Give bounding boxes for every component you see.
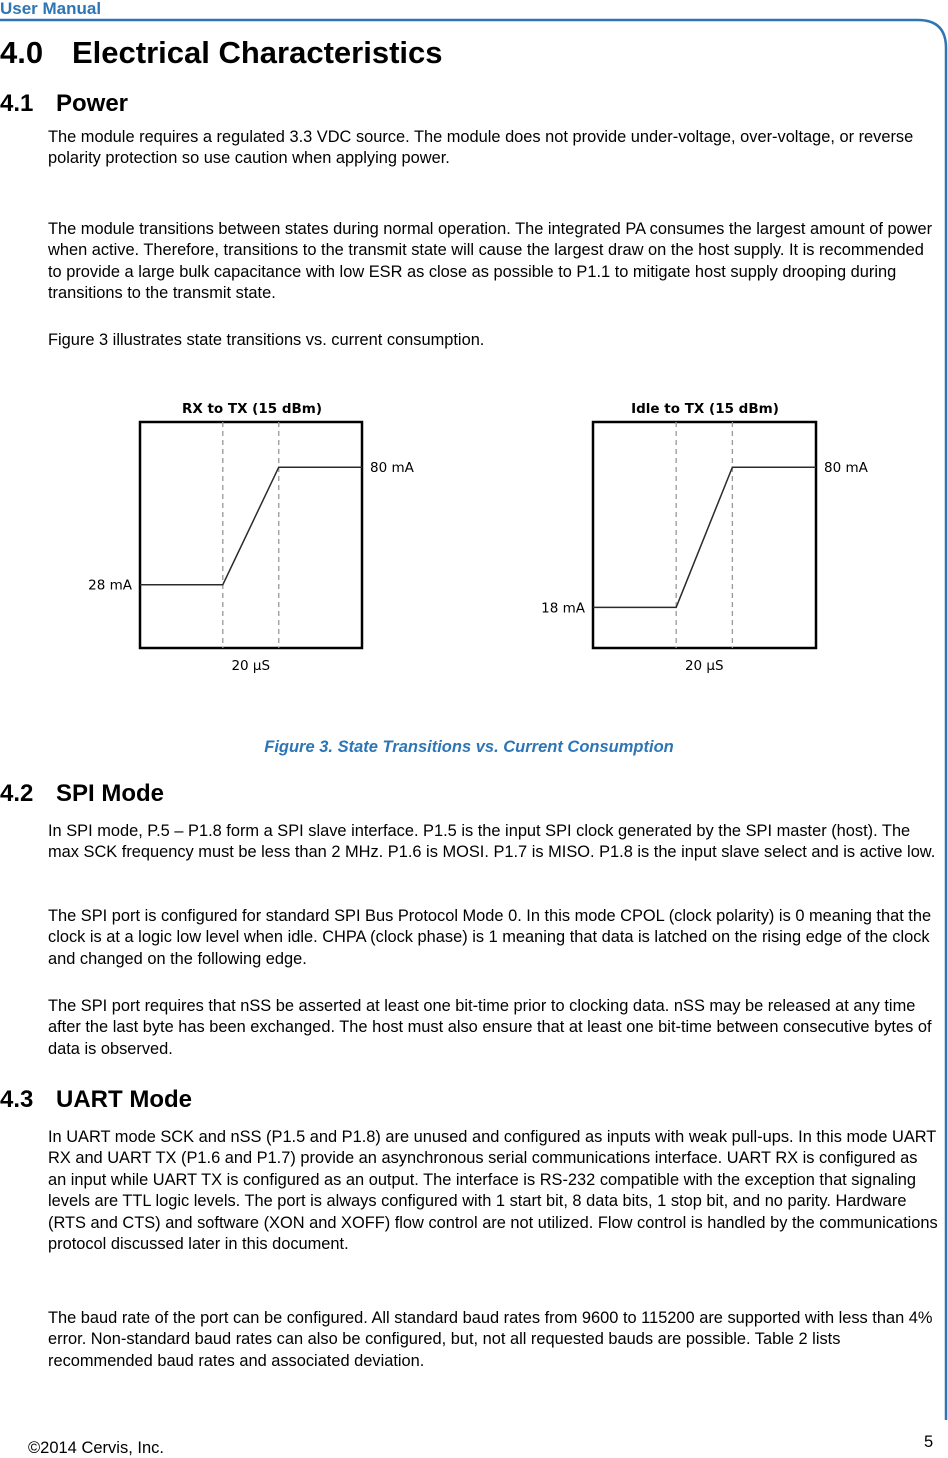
high-current-label: 80 mA [824, 460, 868, 477]
current-series-line [140, 467, 362, 585]
section-title: Electrical Characteristics [72, 35, 443, 70]
page-number: 5 [924, 1433, 934, 1451]
footer-copyright: ©2014 Cervis, Inc. [28, 1439, 164, 1457]
uart-heading [0, 1086, 192, 1114]
power-paragraph-1: The module requires a regulated 3.3 VDC source. The module does not provide under-voltage, over-voltage, or reverse polarity protection so use caution when applying power. [48, 128, 914, 168]
current-series-line [593, 467, 816, 607]
spi-paragraph-3: The SPI port requires that nSS be asserted at least one bit-time prior to clocking data. nSS may be released at any time after the last byte has been exchanged. The host must also ensure that at least one bit-time between consecutive bytes of data is observed. [48, 997, 932, 1058]
chart-frame [140, 422, 362, 648]
chart-title: Idle to TX (15 dBm) [631, 401, 779, 417]
chart-title: RX to TX (15 dBm) [181, 401, 323, 417]
power-heading [0, 90, 128, 118]
figure-3 [0, 390, 948, 720]
spi-paragraph-1: In SPI mode, P.5 – P1.8 form a SPI slave interface. P1.5 is the input SPI clock generated by the SPI master (host). The max SCK frequency must be less than 2 MHz. P1.6 is MOSI. P1.7 is MISO. P1.8 is the input slave select and is active low. [48, 822, 936, 862]
low-current-label: 18 mA [541, 600, 585, 617]
duration-label: 20 µS [231, 658, 271, 674]
uart-number: 4.3 [0, 1086, 34, 1113]
section-number: 4.0 [0, 35, 44, 70]
spi-number: 4.2 [0, 780, 34, 807]
power-paragraph-3: Figure 3 illustrates state transitions vs. current consumption. [48, 331, 485, 349]
power-number: 4.1 [0, 90, 34, 117]
uart-title: UART Mode [56, 1086, 192, 1113]
spi-title: SPI Mode [56, 780, 165, 807]
high-current-label: 80 mA [370, 460, 414, 477]
uart-paragraph-2: The baud rate of the port can be configured. All standard baud rates from 9600 to 115200 are supported with less than 4% error. Non-standard baud rates can also be configured, but, not all requested bauds are possible. Table 2 lists recommended baud rates and associated deviation. [48, 1309, 933, 1370]
duration-label: 20 µS [684, 658, 724, 674]
section-heading [0, 34, 443, 72]
power-title: Power [56, 90, 129, 117]
running-header: User Manual [0, 0, 102, 18]
power-paragraph-2: The module transitions between states during normal operation. The integrated PA consumes the largest amount of power when active. Therefore, transitions to the transmit state will cause the largest draw on the host supply. It is recommended to provide a large bulk capacitance with low ESR as close as possible to P1.1 to mitigate host supply drooping during transitions to the transmit state. [48, 220, 933, 303]
uart-paragraph-1: In UART mode SCK and nSS (P1.5 and P1.8) are unused and configured as inputs with weak pull-ups. In this mode UART RX and UART TX (P1.6 and P1.7) provide an asynchronous serial communications interface. UART RX is configured as an input while UART TX is configured as an output. The interface is RS-232 compatible with the exception that signaling levels are TTL logic levels. The port is always configured with 1 start bit, 8 data bits, 1 stop bit, and no parity. Hardware (RTS and CTS) and software (XON and XOFF) flow control are not utilized. Flow control is handled by the communications protocol discussed later in this document. [48, 1128, 938, 1254]
low-current-label: 28 mA [88, 577, 132, 594]
spi-paragraph-2: The SPI port is configured for standard SPI Bus Protocol Mode 0. In this mode CPOL (clock polarity) is 0 meaning that the clock is at a logic low level when idle. CHPA (clock phase) is 1 meaning that data is latched on the rising edge of the clock and changed on the following edge. [48, 907, 932, 968]
spi-heading [0, 780, 164, 808]
figure-caption: Figure 3. State Transitions vs. Current Consumption [264, 738, 674, 756]
